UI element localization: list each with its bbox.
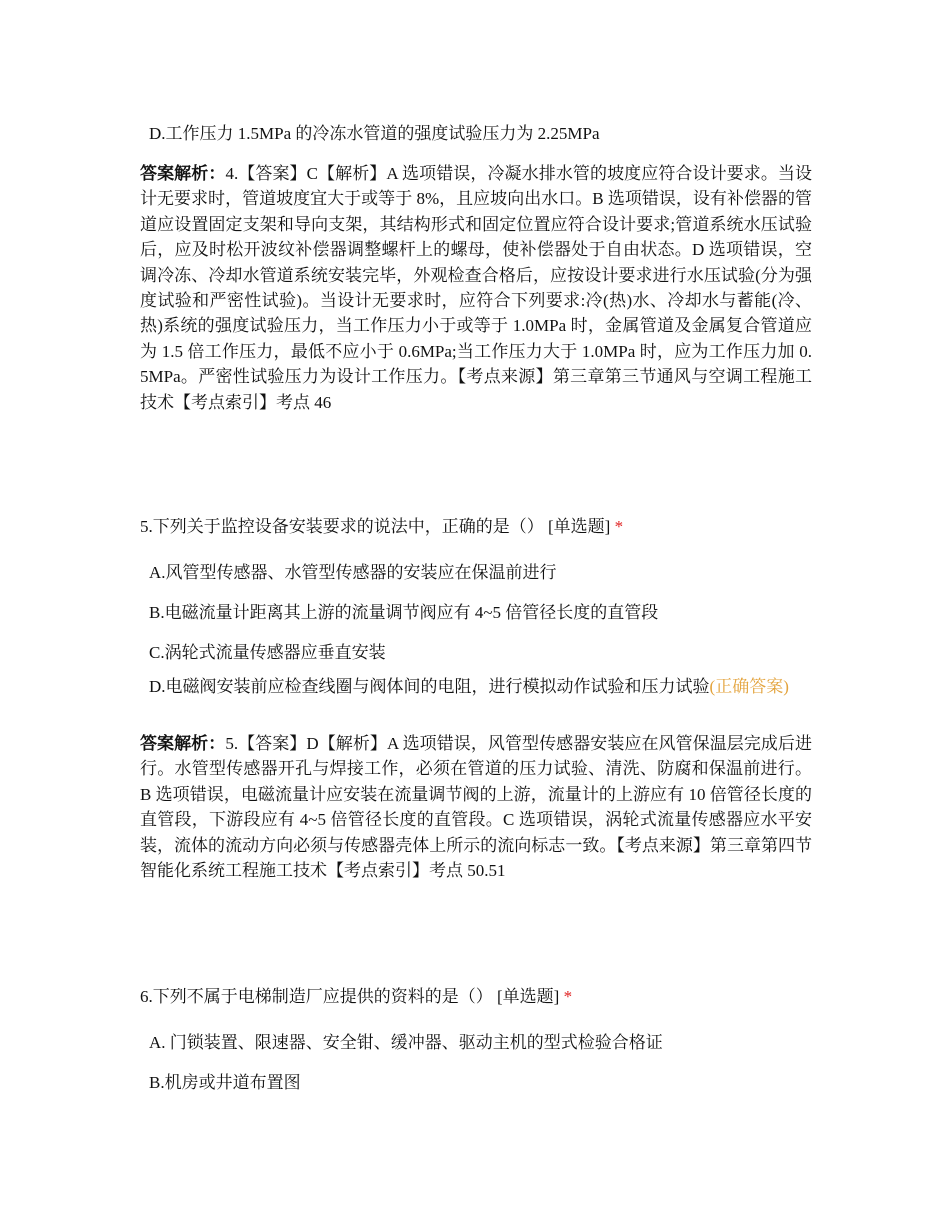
q5-required-mark: * — [614, 517, 624, 536]
q6-question — [140, 984, 572, 1009]
q6-option-b[interactable]: B.机房或井道布置图 — [149, 1073, 301, 1092]
q6-question-text: 6.下列不属于电梯制造厂应提供的资料的是（） [单选题] — [140, 987, 560, 1006]
q5-option-c[interactable]: C.涡轮式流量传感器应垂直安装 — [149, 643, 386, 662]
q5-option-d[interactable] — [149, 674, 799, 699]
q4-analysis-text: 4.【答案】C【解析】A 选项错误，冷凝水排水管的坡度应符合设计要求。当设计无要求时，管道坡度宜大于或等于 8%，且应坡向出水口。B 选项错误，设有补偿器的管道应设置固定支架和导向支架，其结构形式和固定位置应符合设计要求;管道系统水压试验后，应及时松开波纹补偿器调整螺杆上的螺母，使补偿器处于自由状态。D 选项错误，空调冷冻、冷却水管道系统安装完毕，外观检查合格后，应按设计要求进行水压试验(分为强度试验和严密性试验)。当设计无要求时，应符合下列要求:冷(热)水、冷却水与蓄能(冷、热)系统的强度试验压力，当工作压力小于或等于 1.0MPa 时，金属管道及金属复合管道应为 1.5 倍工作压力，最低不应小于 0.6MPa;当工作压力大于 1.0MPa 时，应为工作压力加 0.5MPa。严密性试验压力为设计工作压力。【考点来源】第三章第三节通风与空调工程施工技术【考点索引】考点 46 — [140, 164, 813, 412]
q5-analysis-label: 答案解析： — [140, 734, 226, 753]
q5-question — [140, 514, 623, 539]
q6-required-mark: * — [563, 987, 573, 1006]
q5-analysis-text: 5.【答案】D【解析】A 选项错误，风管型传感器安装应在风管保温层完成后进行。水管型传感器开孔与焊接工作，必须在管道的压力试验、清洗、防腐和保温前进行。B 选项错误，电磁流量计应安装在流量调节阀的上游，流量计的上游应有 10 倍管径长度的直管段，下游段应有 4~5 倍管径长度的直管段。C 选项错误，涡轮式流量传感器应水平安装，流体的流动方向必须与传感器壳体上所示的流向标志一致。【考点来源】第三章第四节智能化系统工程施工技术【考点索引】考点 50.51 — [140, 734, 812, 881]
q5-analysis — [140, 731, 812, 883]
q5-option-d-text: D.电磁阀安装前应检查线圈与阀体间的电阻，进行模拟动作试验和压力试验 — [149, 677, 710, 696]
q4-analysis-label: 答案解析： — [140, 164, 226, 183]
q5-option-b[interactable]: B.电磁流量计距离其上游的流量调节阀应有 4~5 倍管径长度的直管段 — [149, 603, 659, 622]
q4-analysis — [140, 161, 812, 415]
q5-correct-answer-tag: (正确答案) — [709, 677, 789, 696]
q6-option-a[interactable]: A. 门锁装置、限速器、安全钳、缓冲器、驱动主机的型式检验合格证 — [149, 1033, 663, 1052]
q4-option-d: D.工作压力 1.5MPa 的冷冻水管道的强度试验压力为 2.25MPa — [149, 124, 600, 143]
q5-question-text: 5.下列关于监控设备安装要求的说法中，正确的是（） [单选题] — [140, 517, 611, 536]
q5-option-a[interactable]: A.风管型传感器、水管型传感器的安装应在保温前进行 — [149, 563, 557, 582]
